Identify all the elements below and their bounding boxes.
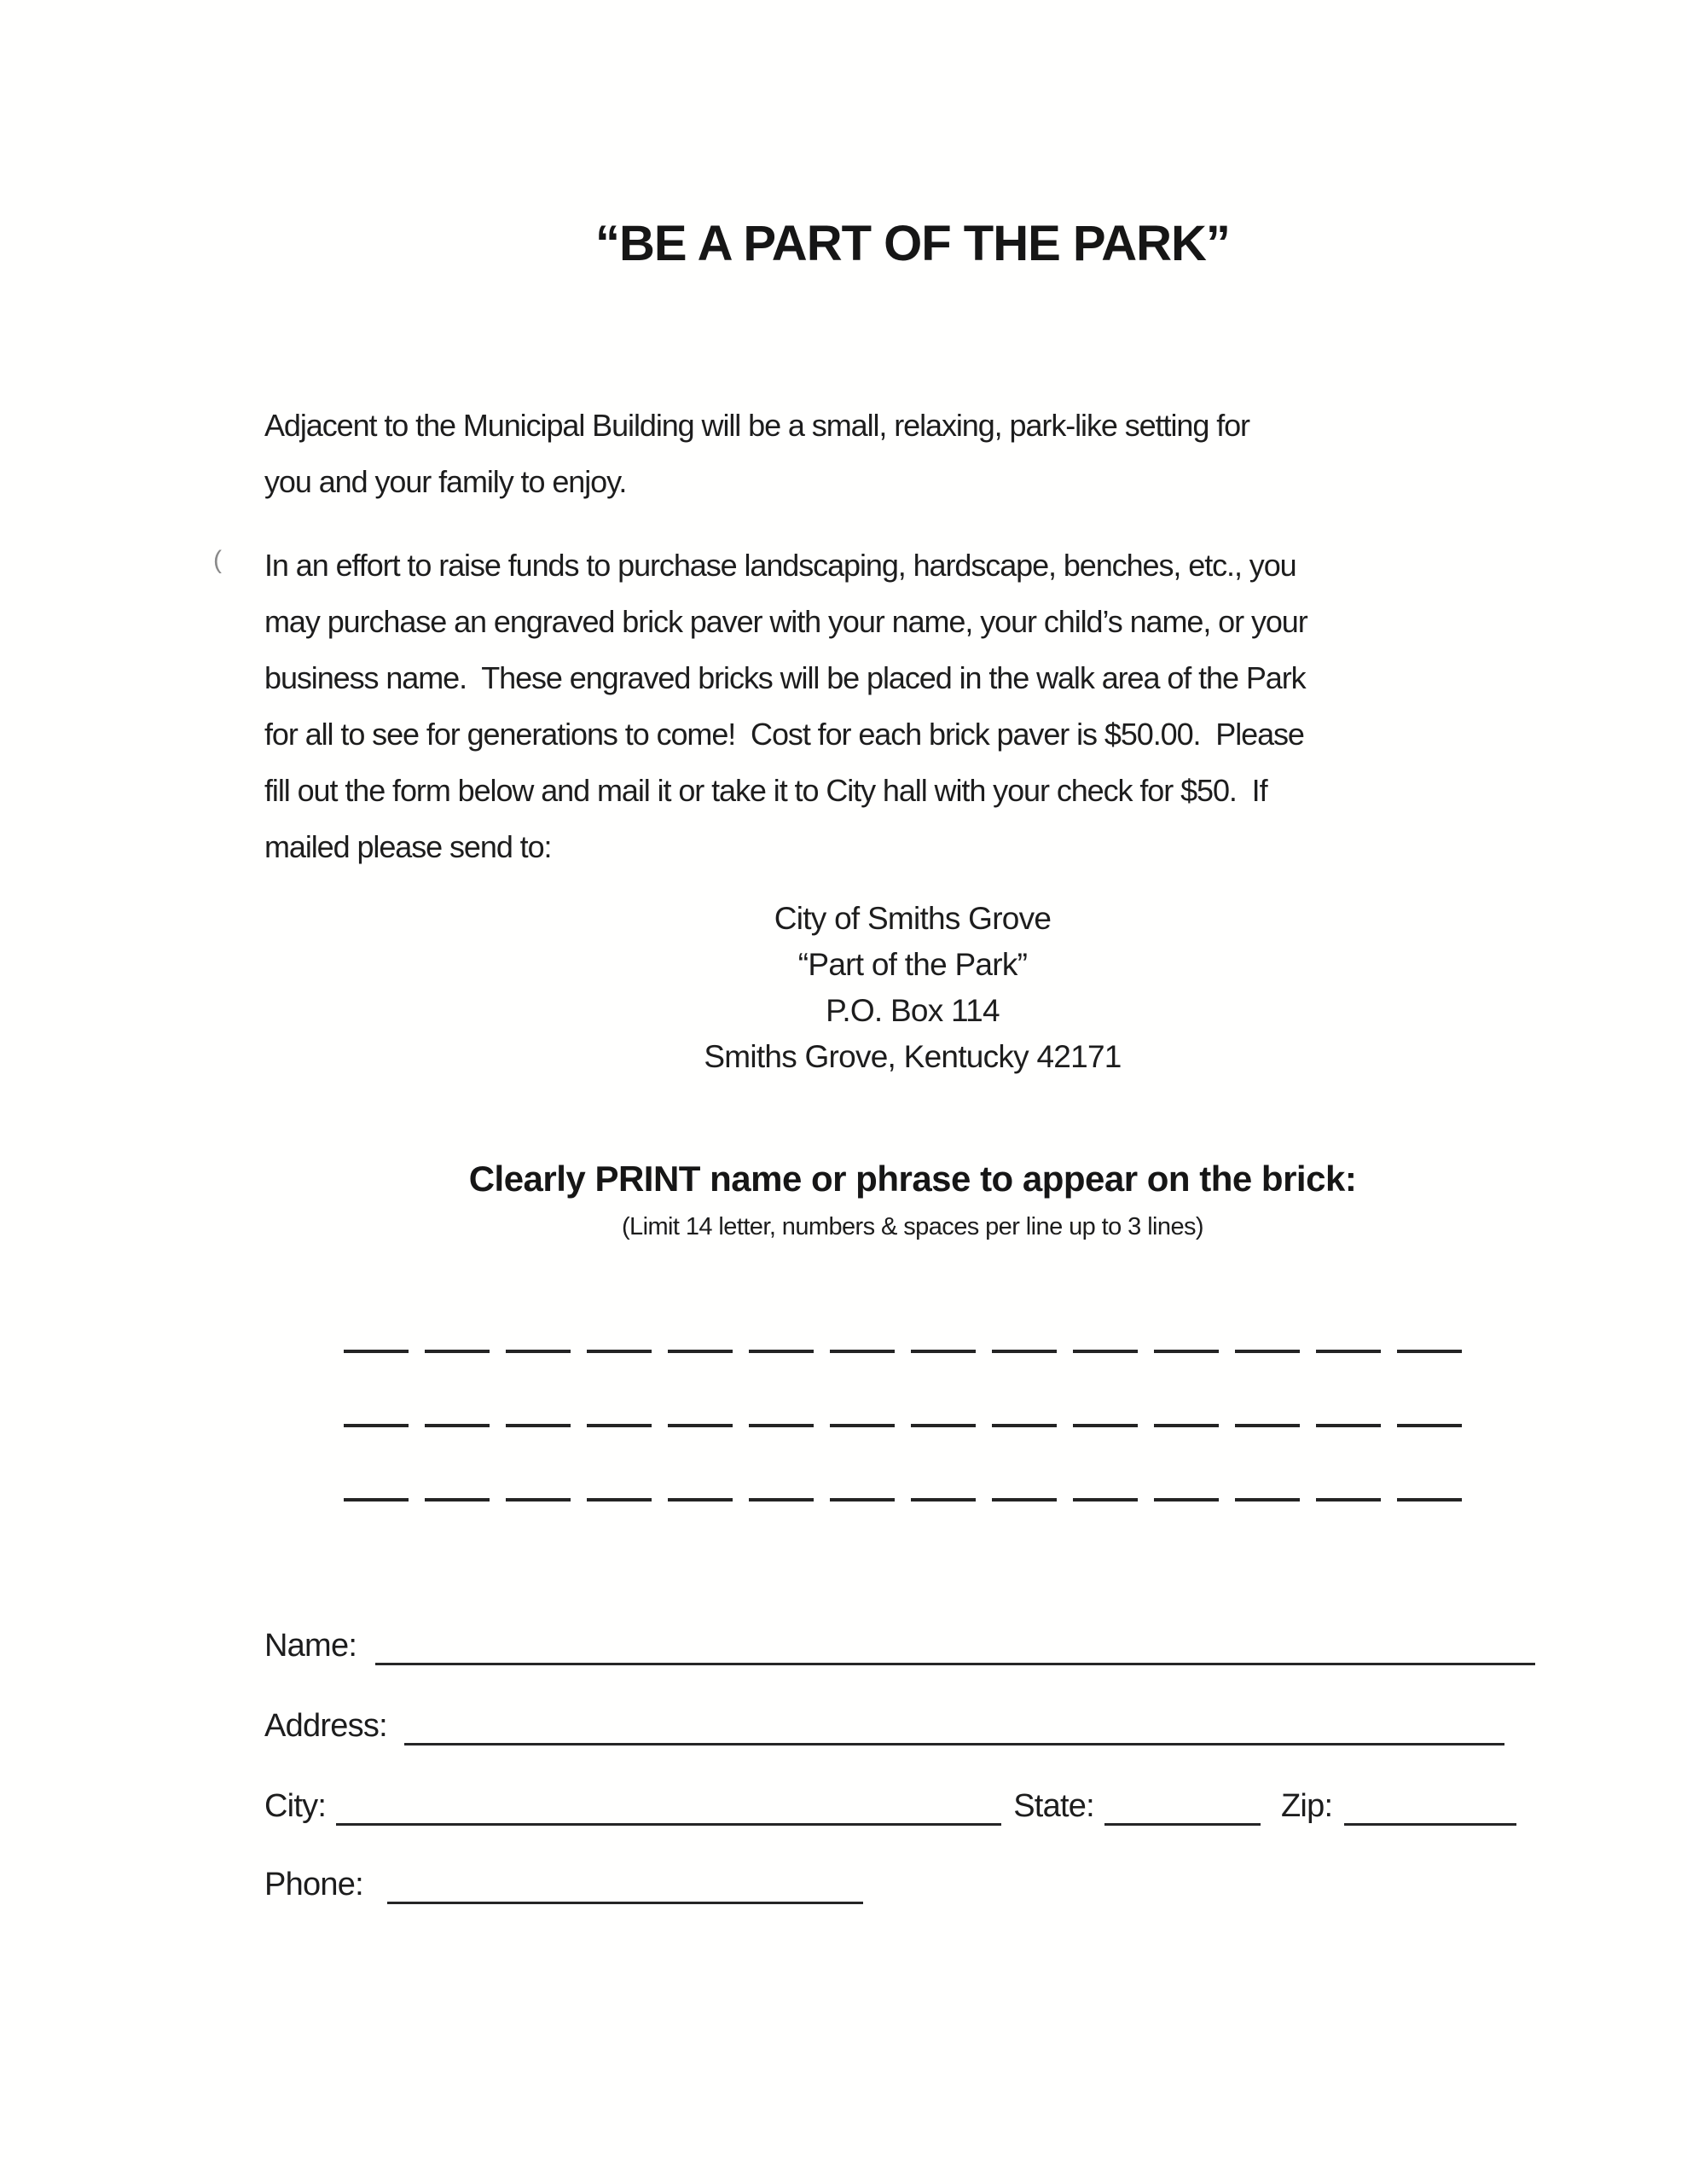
brick-char-slot[interactable] [1397,1424,1462,1427]
brick-char-slot[interactable] [1397,1498,1462,1502]
brick-char-slot[interactable] [587,1424,652,1427]
address-input-line[interactable] [404,1711,1504,1745]
brick-char-slot[interactable] [587,1498,652,1502]
paragraph-line: may purchase an engraved brick paver with your name, your child’s name, or your [264,604,1307,639]
brick-print-heading: Clearly PRINT name or phrase to appear on the brick: [468,1159,1357,1199]
brick-char-slot[interactable] [587,1350,652,1353]
brick-char-slot[interactable] [1154,1350,1219,1353]
brick-char-slot[interactable] [425,1498,490,1502]
brick-char-slot[interactable] [992,1498,1057,1502]
brick-char-slot[interactable] [911,1424,976,1427]
paragraph-line: mailed please send to: [264,829,552,864]
brick-char-slot[interactable] [668,1498,733,1502]
paragraph-line: Adjacent to the Municipal Building will be a small, relaxing, park-like setting for [264,408,1249,443]
phone-label: Phone: [264,1867,363,1902]
brick-char-slot[interactable] [668,1424,733,1427]
brick-char-slot[interactable] [1316,1498,1381,1502]
brick-char-slot[interactable] [668,1350,733,1353]
paragraph-line: for all to see for generations to come! Cost for each brick paver is $50.00. Please [264,717,1304,752]
brick-char-slot[interactable] [1073,1498,1138,1502]
form-content [213,0,1561,2184]
name-label: Name: [264,1628,357,1664]
city-label: City: [264,1788,327,1824]
brick-char-slot[interactable] [425,1350,490,1353]
name-field-row [264,1626,1535,1665]
mailing-address-org: City of Smiths Grove [774,901,1052,936]
paragraph-line: business name. These engraved bricks will be placed in the walk area of the Park [264,660,1306,695]
brick-char-slot[interactable] [830,1424,895,1427]
brick-character-slots [344,1350,1478,1572]
brick-char-slot[interactable] [1235,1498,1300,1502]
zip-input-line[interactable] [1344,1792,1516,1826]
city-input-line[interactable] [336,1792,1001,1826]
brick-char-slot[interactable] [1073,1350,1138,1353]
brick-char-slot[interactable] [506,1350,571,1353]
state-label: State: [1013,1788,1094,1824]
brick-char-slot[interactable] [425,1424,490,1427]
brick-char-slot[interactable] [1235,1350,1300,1353]
paragraph-line: you and your family to enjoy. [264,464,627,499]
intro-paragraph [264,398,1544,510]
brick-line-2 [344,1424,1478,1427]
address-field-row [264,1706,1504,1745]
brick-line-1 [344,1350,1478,1353]
brick-char-slot[interactable] [1316,1350,1381,1353]
brick-char-slot[interactable] [344,1350,409,1353]
page-title: “BE A PART OF THE PARK” [595,216,1230,271]
paragraph-line: In an effort to raise funds to purchase landscaping, hardscape, benches, etc., you [264,548,1296,583]
brick-char-slot[interactable] [1154,1498,1219,1502]
phone-field-row [264,1865,863,1904]
body-paragraph [264,537,1544,875]
zip-label: Zip: [1280,1788,1333,1824]
mailing-address-program: “Part of the Park” [797,947,1028,982]
city-state-zip-row [264,1786,1516,1826]
brick-char-slot[interactable] [911,1498,976,1502]
brick-limit-note: (Limit 14 letter, numbers & spaces per line up to 3 lines) [621,1213,1204,1240]
brick-char-slot[interactable] [830,1498,895,1502]
brick-char-slot[interactable] [992,1424,1057,1427]
brick-char-slot[interactable] [830,1350,895,1353]
name-input-line[interactable] [375,1631,1535,1665]
brick-char-slot[interactable] [344,1424,409,1427]
phone-input-line[interactable] [387,1870,863,1904]
brick-char-slot[interactable] [506,1424,571,1427]
scan-artifact-mark: ( [213,546,222,574]
brick-char-slot[interactable] [749,1350,814,1353]
mailing-address-pobox: P.O. Box 114 [826,993,1000,1028]
brick-char-slot[interactable] [749,1498,814,1502]
mailing-address-block [264,896,1561,1080]
brick-char-slot[interactable] [749,1424,814,1427]
brick-char-slot[interactable] [1397,1350,1462,1353]
brick-char-slot[interactable] [506,1498,571,1502]
brick-line-3 [344,1498,1478,1502]
brick-char-slot[interactable] [1154,1424,1219,1427]
address-label: Address: [264,1708,387,1744]
state-input-line[interactable] [1104,1792,1261,1826]
paragraph-line: fill out the form below and mail it or take it to City hall with your check for $50. If [264,773,1267,808]
brick-char-slot[interactable] [344,1498,409,1502]
brick-char-slot[interactable] [992,1350,1057,1353]
brick-char-slot[interactable] [1235,1424,1300,1427]
brick-char-slot[interactable] [1316,1424,1381,1427]
brick-char-slot[interactable] [1073,1424,1138,1427]
brick-char-slot[interactable] [911,1350,976,1353]
mailing-address-citystate: Smiths Grove, Kentucky 42171 [704,1039,1122,1074]
